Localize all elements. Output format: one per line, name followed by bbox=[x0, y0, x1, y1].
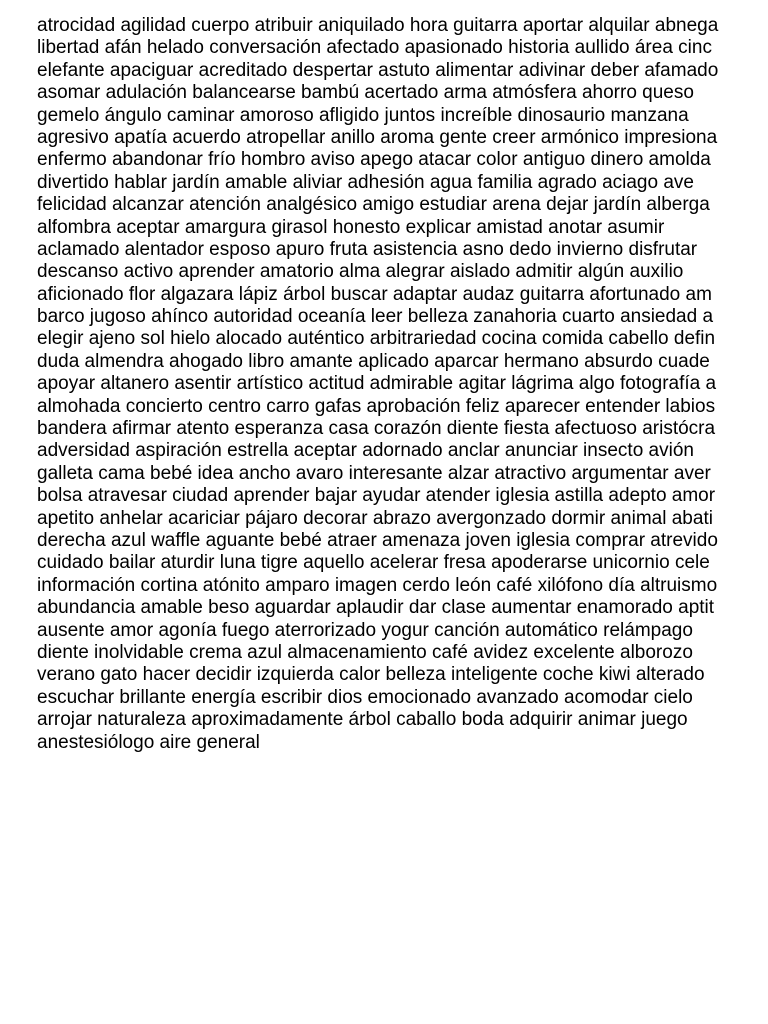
text-line: barco jugoso ahínco autoridad oceanía leer belleza zanahoria cuarto ansiedad a bbox=[37, 306, 714, 328]
text-line: gemelo ángulo caminar amoroso afligido juntos increíble dinosaurio manzana bbox=[37, 104, 689, 126]
text-line: elefante apaciguar acreditado despertar astuto alimentar adivinar deber afamado bbox=[37, 59, 719, 81]
text-line: diente inolvidable crema azul almacenamiento café avidez excelente alborozo bbox=[37, 641, 693, 663]
text-line: atrocidad agilidad cuerpo atribuir aniquilado hora guitarra aportar alquilar abnega bbox=[37, 15, 719, 36]
text-line: verano gato hacer decidir izquierda calor belleza inteligente coche kiwi alterado bbox=[37, 664, 705, 686]
text-line: duda almendra ahogado libro amante aplicado aparcar hermano absurdo cuade bbox=[37, 350, 710, 372]
text-line: alfombra aceptar amargura girasol honesto explicar amistad anotar asumir bbox=[37, 216, 665, 238]
text-line: anestesiólogo aire general bbox=[37, 731, 260, 753]
text-line: aclamado alentador esposo apuro fruta asistencia asno dedo invierno disfrutar bbox=[37, 238, 698, 260]
text-line: aficionado flor algazara lápiz árbol buscar adaptar audaz guitarra afortunado am bbox=[37, 283, 712, 305]
text-line: libertad afán helado conversación afectado apasionado historia aullido área cinc bbox=[37, 37, 712, 59]
text-line: adversidad aspiración estrella aceptar adornado anclar anunciar insecto avión bbox=[37, 440, 694, 462]
text-line: agresivo apatía acuerdo atropellar anillo aroma gente creer armónico impresiona bbox=[37, 126, 718, 148]
text-line: derecha azul waffle aguante bebé atraer amenaza joven iglesia comprar atrevido bbox=[37, 529, 718, 551]
text-line: elegir ajeno sol hielo alocado auténtico arbitrariedad cocina comida cabello defin bbox=[37, 328, 716, 350]
text-line: divertido hablar jardín amable aliviar adhesión agua familia agrado aciago ave bbox=[37, 171, 694, 193]
text-line: felicidad alcanzar atención analgésico amigo estudiar arena dejar jardín alberga bbox=[37, 194, 710, 216]
text-line: bolsa atravesar ciudad aprender bajar ayudar atender iglesia astilla adepto amor bbox=[37, 485, 716, 507]
text-line: enfermo abandonar frío hombro aviso apego atacar color antiguo dinero amolda bbox=[37, 149, 711, 171]
text-line: apetito anhelar acariciar pájaro decorar abrazo avergonzado dormir animal abati bbox=[37, 507, 713, 529]
text-line: apoyar altanero asentir artístico actitud admirable agitar lágrima algo fotografía a bbox=[37, 373, 717, 395]
text-line: escuchar brillante energía escribir dios emocionado avanzado acomodar cielo bbox=[37, 686, 693, 708]
text-line: almohada concierto centro carro gafas aprobación feliz aparecer entender labios bbox=[37, 395, 716, 417]
word-list-text-block bbox=[37, 15, 768, 754]
text-line: bandera afirmar atento esperanza casa corazón diente fiesta afectuoso aristócra bbox=[37, 418, 716, 440]
text-line: información cortina atónito amparo imagen cerdo león café xilófono día altruismo bbox=[37, 574, 718, 596]
text-line: arrojar naturaleza aproximadamente árbol caballo boda adquirir animar juego bbox=[37, 709, 688, 731]
text-line: galleta cama bebé idea ancho avaro interesante alzar atractivo argumentar aver bbox=[37, 462, 711, 484]
text-line: ausente amor agonía fuego aterrorizado yogur canción automático relámpago bbox=[37, 619, 693, 641]
text-line: abundancia amable beso aguardar aplaudir dar clase aumentar enamorado aptit bbox=[37, 597, 715, 619]
text-line: asomar adulación balancearse bambú acertado arma atmósfera ahorro queso bbox=[37, 82, 694, 104]
text-line: descanso activo aprender amatorio alma alegrar aislado admitir algún auxilio bbox=[37, 261, 684, 283]
text-line: cuidado bailar aturdir luna tigre aquello acelerar fresa apoderarse unicornio cele bbox=[37, 552, 710, 574]
